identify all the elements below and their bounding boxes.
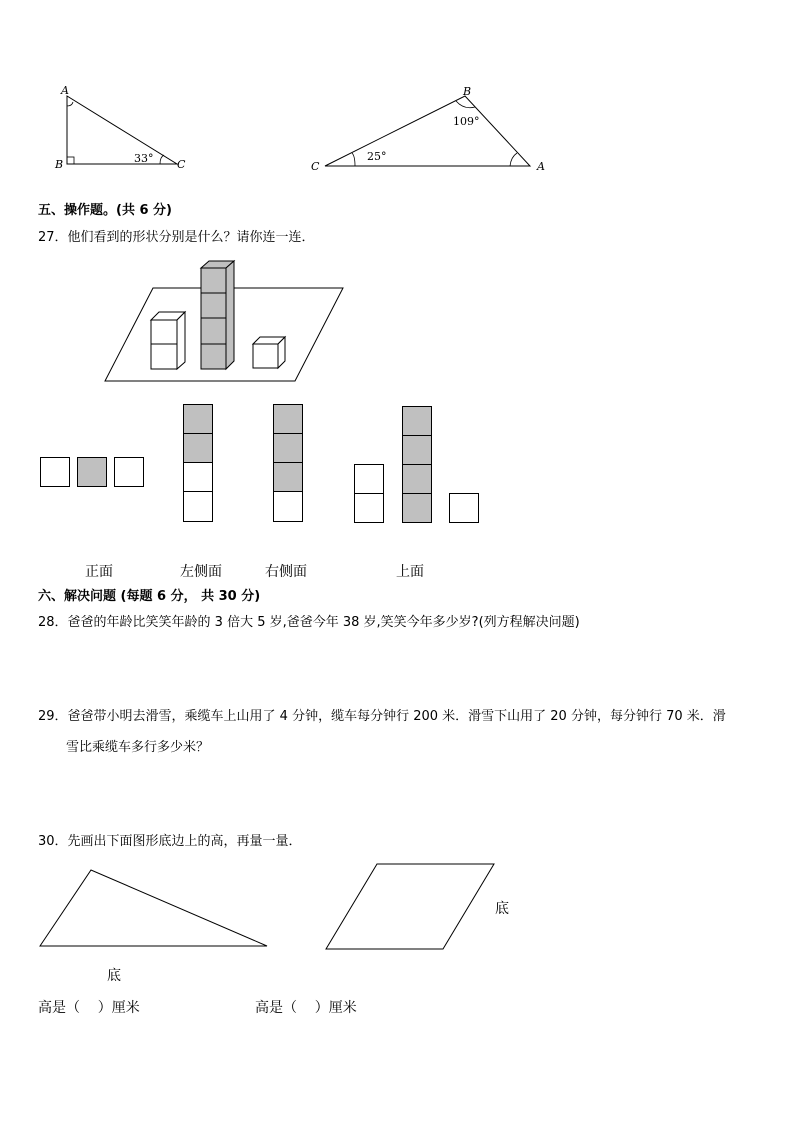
- question-29-line-2: 雪比乘缆车多行多少米？: [66, 740, 210, 755]
- question-28: 28．爸爸的年龄比笑笑年龄的 3 倍大 5 岁,爸爸今年 38 岁,笑笑今年多少岁?(列方程解决问题): [38, 615, 580, 630]
- angle-label: 33°: [134, 152, 154, 165]
- label-top[interactable]: 上面: [396, 564, 424, 580]
- angle-b-label: 109°: [453, 115, 480, 128]
- single-cube: [253, 337, 285, 368]
- square: [40, 457, 70, 487]
- question-27: 27．他们看到的形状分别是什么？请你连一连．: [38, 230, 315, 245]
- label-right-side[interactable]: 右侧面: [265, 564, 307, 580]
- tall-cube-stack: [201, 261, 234, 369]
- square-shaded: [402, 493, 432, 523]
- square-shaded: [183, 404, 213, 434]
- left-cube-stack: [151, 312, 185, 369]
- vertex-c-label: C: [311, 160, 320, 173]
- square-shaded: [273, 462, 303, 492]
- square-shaded: [402, 435, 432, 465]
- cube-scene: [100, 258, 350, 386]
- triangle-abc-obtuse: [305, 84, 550, 174]
- square-shaded: [77, 457, 107, 487]
- question-30: 30．先画出下面图形底边上的高，再量一量．: [38, 834, 302, 849]
- q30-triangle[interactable]: [36, 866, 272, 952]
- q30-parallelogram[interactable]: [322, 860, 498, 954]
- section-6-title: 六、解决问题 (每题 6 分， 共 30 分): [38, 589, 261, 604]
- section-5-title: 五、操作题。(共 6 分): [38, 203, 172, 218]
- angle-c-label: 25°: [367, 150, 387, 163]
- answer-triangle-height[interactable]: 高是（ ）厘米: [38, 1000, 140, 1016]
- triangle-abc-right: [50, 84, 200, 174]
- vertex-c-label: C: [177, 158, 186, 171]
- label-left-side[interactable]: 左侧面: [180, 564, 222, 580]
- vertex-a-label: A: [61, 84, 69, 97]
- square: [183, 491, 213, 522]
- square: [183, 462, 213, 492]
- square: [114, 457, 144, 487]
- vertex-a-label: A: [537, 160, 545, 173]
- parallelogram-base-label: 底: [495, 901, 509, 917]
- vertex-b-label: B: [463, 85, 472, 98]
- label-front[interactable]: 正面: [85, 564, 113, 580]
- square-shaded: [402, 464, 432, 494]
- square: [273, 491, 303, 522]
- square-shaded: [183, 433, 213, 463]
- square-shaded: [273, 433, 303, 463]
- answer-parallelogram-height[interactable]: 高是（ ）厘米: [255, 1000, 357, 1016]
- triangle-base-label: 底: [107, 968, 121, 984]
- square: [354, 493, 384, 523]
- square-shaded: [273, 404, 303, 434]
- square: [449, 493, 479, 523]
- vertex-b-label: B: [55, 158, 64, 171]
- question-29-line-1: 29．爸爸带小明去滑雪，乘缆车上山用了 4 分钟，缆车每分钟行 200 米．滑雪下山用了 20 分钟，每分钟行 70 米．滑: [38, 709, 726, 724]
- square-shaded: [402, 406, 432, 436]
- square: [354, 464, 384, 494]
